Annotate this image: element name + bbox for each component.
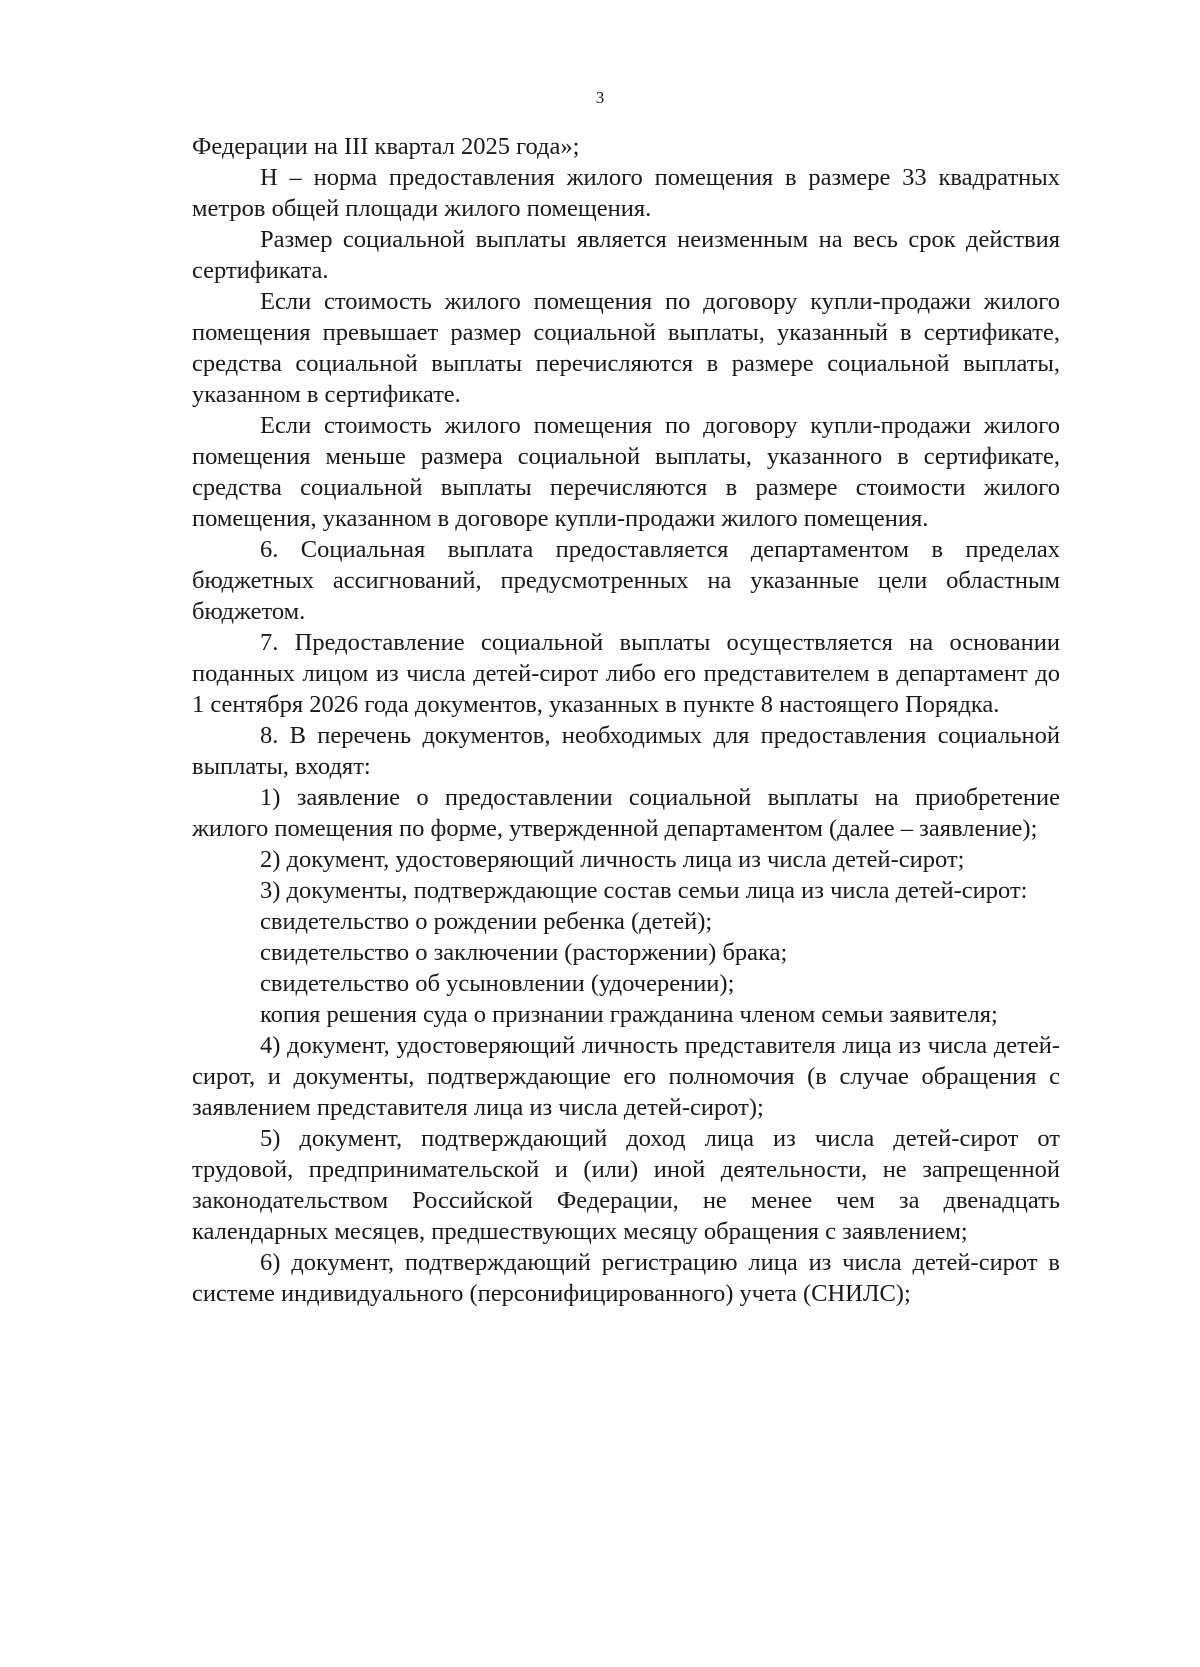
paragraph: Если стоимость жилого помещения по договору купли-продажи жилого помещения превышает размер социальной выплаты, указанный в сертификате, средства социальной выплаты перечисляются в размере социальной выплаты, указанном в сертификате. xyxy=(192,288,1060,408)
paragraph: Если стоимость жилого помещения по договору купли-продажи жилого помещения меньше размера социальной выплаты, указанного в сертификате, средства социальной выплаты перечисляются в размере стоимости жилого помещения, указанном в договоре купли-продажи жилого помещения. xyxy=(192,412,1060,532)
paragraph: 7. Предоставление социальной выплаты осуществляется на основании поданных лицом из числа детей-сирот либо его представителем в департамент до 1 сентября 2026 года документов, указанных в пункте 8 настоящего Порядка. xyxy=(192,629,1060,718)
paragraph: Федерации на III квартал 2025 года»; xyxy=(192,133,580,160)
list-item: 1) заявление о предоставлении социальной выплаты на приобретение жилого помещения по форме, утвержденной департаментом (далее – заявление); xyxy=(192,784,1060,842)
paragraph: 6. Социальная выплата предоставляется департаментом в пределах бюджетных ассигнований, предусмотренных на указанные цели областным бюджетом. xyxy=(192,536,1060,625)
list-item: 6) документ, подтверждающий регистрацию лица из числа детей-сирот в системе индивидуального (персонифицированного) учета (СНИЛС); xyxy=(192,1249,1060,1307)
list-item: копия решения суда о признании гражданина членом семьи заявителя; xyxy=(260,1001,998,1028)
list-item: свидетельство об усыновлении (удочерении); xyxy=(260,970,735,997)
page-number: 3 xyxy=(595,88,605,107)
paragraph: 8. В перечень документов, необходимых для предоставления социальной выплаты, входят: xyxy=(192,722,1060,780)
list-item: 2) документ, удостоверяющий личность лица из числа детей-сирот; xyxy=(260,846,965,873)
document-body xyxy=(192,131,1060,1309)
list-item: свидетельство о рождении ребенка (детей); xyxy=(260,908,713,935)
list-item: 3) документы, подтверждающие состав семьи лица из числа детей-сирот: xyxy=(260,877,1028,904)
list-item: 5) документ, подтверждающий доход лица из числа детей-сирот от трудовой, предпринимательской и (или) иной деятельности, не запрещенной законодательством Российской Федерации, не менее чем за двенадцать календарных месяцев, предшествующих месяцу обращения с заявлением; xyxy=(192,1125,1060,1245)
list-item: свидетельство о заключении (расторжении) брака; xyxy=(260,939,788,966)
paragraph: Н – норма предоставления жилого помещения в размере 33 квадратных метров общей площади жилого помещения. xyxy=(192,164,1060,222)
paragraph: Размер социальной выплаты является неизменным на весь срок действия сертификата. xyxy=(192,226,1060,284)
list-item: 4) документ, удостоверяющий личность представителя лица из числа детей-сирот, и документы, подтверждающие его полномочия (в случае обращения с заявлением представителя лица из числа детей-сирот); xyxy=(192,1032,1060,1121)
